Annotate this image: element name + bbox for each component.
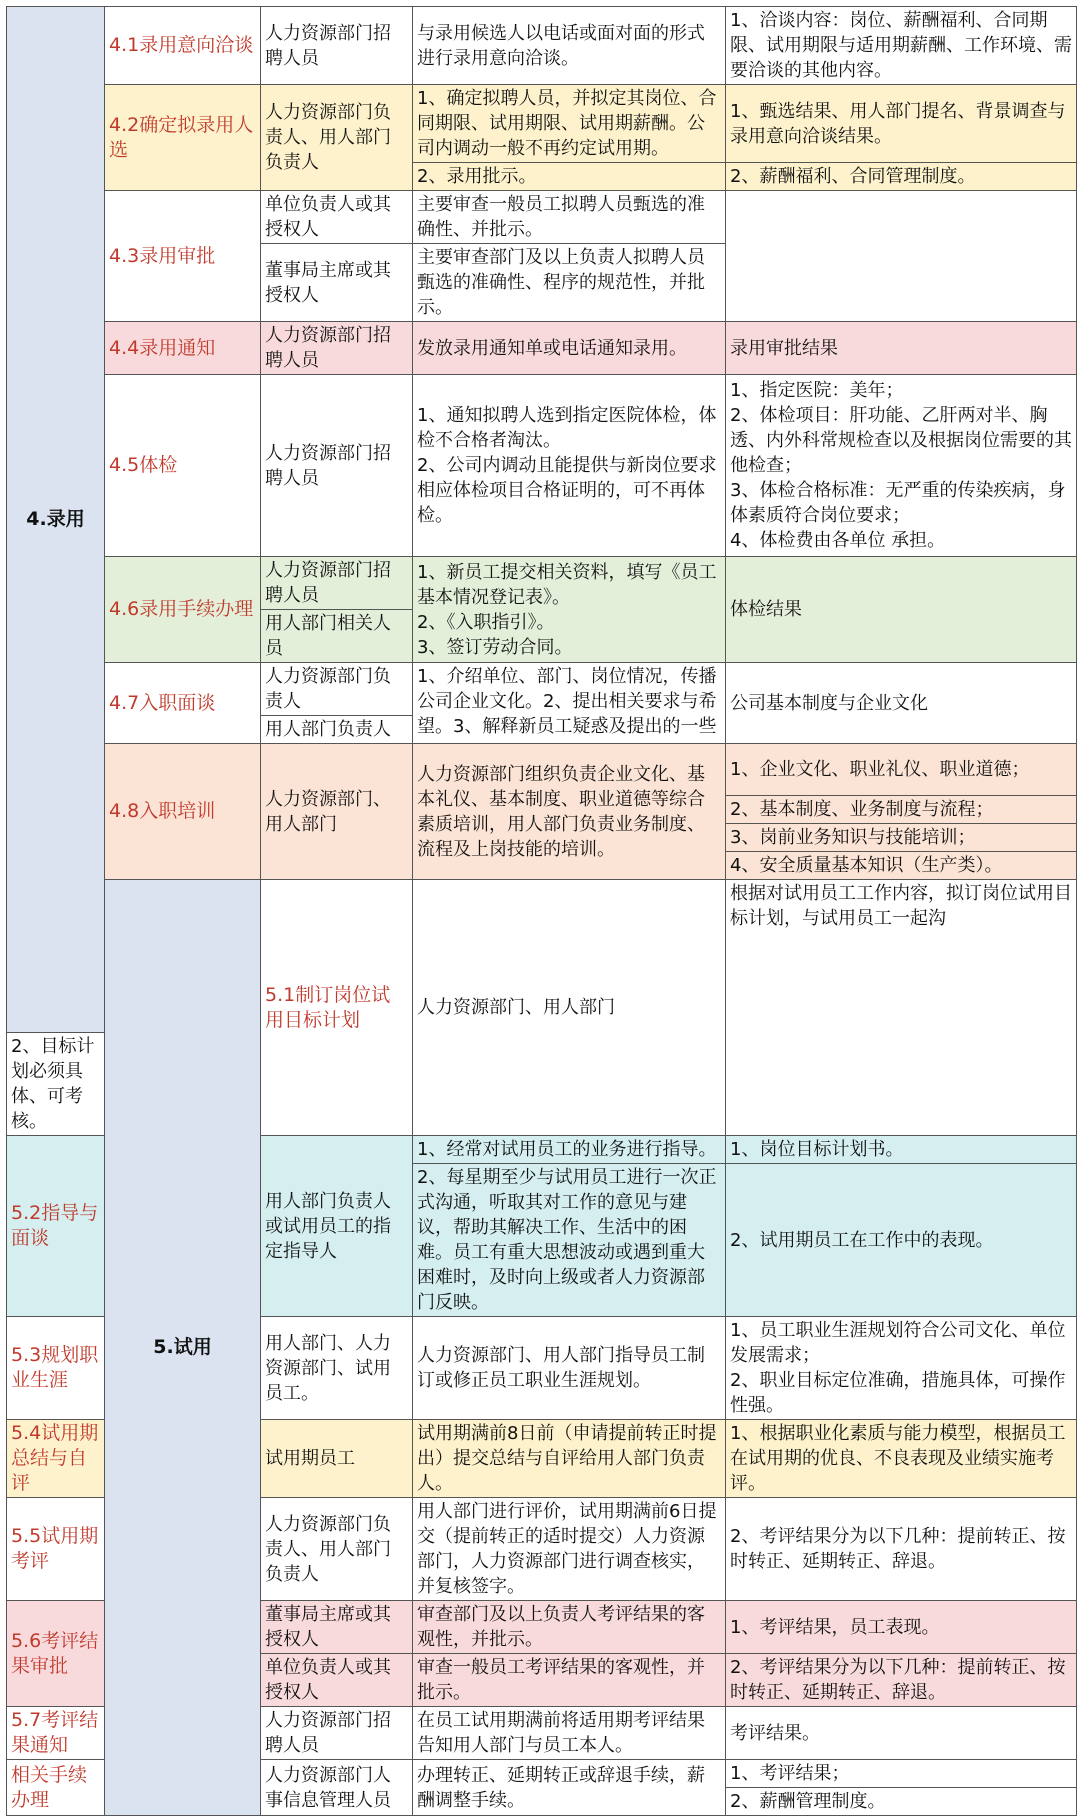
activity-cell: 试用期满前8日前（申请提前转正时提出）提交总结与自评给用人部门负责人。 — [413, 1420, 726, 1498]
activity-cell: 主要审查一般员工拟聘人员甄选的准确性、并批示。 — [413, 191, 726, 244]
reference-cell: 公司基本制度与企业文化 — [726, 663, 1077, 744]
reference-cell: 1、考评结果，员工表现。 — [726, 1601, 1077, 1654]
reference-cell: 2、试用期员工在工作中的表现。 — [726, 1164, 1077, 1317]
activity-cell: 在员工试用期满前将适用期考评结果告知用人部门与员工本人。 — [413, 1707, 726, 1760]
reference-cell: 2、目标计划必须具体、可考核。 — [7, 1033, 105, 1136]
reference-cell: 3、岗前业务知识与技能培训； — [726, 824, 1077, 852]
step-label: 4.7入职面谈 — [105, 663, 261, 744]
activity-cell: 审查部门及以上负责人考评结果的客观性，并批示。 — [413, 1601, 726, 1654]
reference-line: 2、职业目标定位准确，措施具体，可操作性强。 — [730, 1370, 1066, 1416]
reference-cell: 考评结果。 — [726, 1707, 1077, 1760]
responsible-cell: 人力资源部门招聘人员 — [261, 375, 413, 557]
reference-cell — [726, 191, 1077, 322]
activity-cell: 用人部门进行评价，试用期满前6日提交（提前转正的适时提交）人力资源部门，人力资源部门进行调查核实，并复核签字。 — [413, 1498, 726, 1601]
reference-line: 1、指定医院：美年； — [730, 380, 904, 401]
step-label: 5.5试用期考评 — [7, 1498, 105, 1601]
step-label: 5.7考评结果通知 — [7, 1707, 105, 1760]
step-label: 5.4试用期总结与自评 — [7, 1420, 105, 1498]
step-label: 5.2指导与面谈 — [7, 1136, 105, 1317]
process-table — [6, 6, 1077, 1816]
responsible-cell: 人力资源部门招聘人员 — [261, 322, 413, 375]
responsible-cell: 董事局主席或其授权人 — [261, 1601, 413, 1654]
activity-cell: 2、录用批示。 — [413, 163, 726, 191]
step-label: 5.3规划职业生涯 — [7, 1317, 105, 1420]
step-label: 4.8入职培训 — [105, 744, 261, 880]
responsible-cell: 用人部门负责人或试用员工的指定指导人 — [261, 1136, 413, 1317]
step-label: 5.1制订岗位试用目标计划 — [261, 880, 413, 1136]
reference-cell: 2、考评结果分为以下几种：提前转正、按时转正、延期转正、辞退。 — [726, 1498, 1077, 1601]
step-label: 4.3录用审批 — [105, 191, 261, 322]
responsible-cell: 单位负责人或其授权人 — [261, 191, 413, 244]
reference-cell: 1、岗位目标计划书。 — [726, 1136, 1077, 1164]
responsible-cell: 人力资源部门招聘人员 — [261, 7, 413, 85]
responsible-cell: 人力资源部门负责人 — [261, 663, 413, 716]
reference-cell — [726, 375, 1077, 557]
reference-line: 4、体检费由各单位 承担。 — [730, 530, 946, 551]
activity-cell: 办理转正、延期转正或辞退手续，薪酬调整手续。 — [413, 1760, 726, 1816]
activity-line: 3、签订劳动合同。 — [417, 636, 573, 658]
activity-cell — [413, 557, 726, 663]
activity-line: 2、《入职指引》。 — [417, 611, 555, 633]
activity-cell: 人力资源部门组织负责企业文化、基本礼仪、基本制度、职业道德等综合素质培训，用人部门负责业务制度、流程及上岗技能的培训。 — [413, 744, 726, 880]
activity-line: 1、新员工提交相关资料，填写《员工基本情况登记表》。 — [417, 561, 717, 608]
responsible-cell: 单位负责人或其授权人 — [261, 1654, 413, 1707]
reference-cell: 2、薪酬福利、合同管理制度。 — [726, 163, 1077, 191]
activity-cell: 1、经常对试用员工的业务进行指导。 — [413, 1136, 726, 1164]
reference-cell: 录用审批结果 — [726, 322, 1077, 375]
activity-cell: 与录用候选人以电话或面对面的形式进行录用意向洽谈。 — [413, 7, 726, 85]
activity-cell: 1、介绍单位、部门、岗位情况，传播公司企业文化。2、提出相关要求与希望。3、解释新员工疑惑及提出的一些 — [413, 663, 726, 744]
activity-cell: 审查一般员工考评结果的客观性，并批示。 — [413, 1654, 726, 1707]
step-label: 4.1录用意向洽谈 — [105, 7, 261, 85]
activity-cell: 发放录用通知单或电话通知录用。 — [413, 322, 726, 375]
responsible-cell: 人力资源部门招聘人员 — [261, 557, 413, 610]
section-label: 4.录用 — [7, 7, 105, 1033]
activity-line: 2、公司内调动且能提供与新岗位要求相应体检项目合格证明的，可不再体检。 — [417, 455, 717, 526]
activity-cell: 根据对试用员工工作内容，拟订岗位试用目标计划，与试用员工一起沟 — [726, 880, 1077, 1136]
reference-cell: 2、薪酬管理制度。 — [726, 1788, 1077, 1816]
step-label: 4.2确定拟录用人选 — [105, 85, 261, 191]
step-label: 4.5体检 — [105, 375, 261, 557]
step-label: 相关手续办理 — [7, 1760, 105, 1816]
activity-cell: 主要审查部门及以上负责人拟聘人员甄选的准确性、程序的规范性，并批示。 — [413, 244, 726, 322]
reference-line: 1、员工职业生涯规划符合公司文化、单位发展需求； — [730, 1320, 1066, 1366]
responsible-cell: 用人部门相关人员 — [261, 610, 413, 663]
responsible-cell: 人力资源部门人事信息管理人员 — [261, 1760, 413, 1816]
activity-cell: 2、每星期至少与试用员工进行一次正式沟通，听取其对工作的意见与建议，帮助其解决工作、生活中的困难。员工有重大思想波动或遇到重大困难时，及时向上级或者人力资源部门反映。 — [413, 1164, 726, 1317]
activity-line: 1、通知拟聘人选到指定医院体检，体检不合格者淘汰。 — [417, 405, 717, 451]
reference-cell: 1、企业文化、职业礼仪、职业道德； — [726, 744, 1077, 796]
step-label: 5.6考评结果审批 — [7, 1601, 105, 1707]
reference-cell: 1、洽谈内容：岗位、薪酬福利、合同期限、试用期限与适用期薪酬、工作环境、需要洽谈的其他内容。 — [726, 7, 1077, 85]
responsible-cell: 人力资源部门、用人部门 — [413, 880, 726, 1136]
reference-cell — [726, 1317, 1077, 1420]
step-label: 4.6录用手续办理 — [105, 557, 261, 663]
responsible-cell: 人力资源部门负责人、用人部门负责人 — [261, 85, 413, 191]
reference-cell: 1、甄选结果、用人部门提名、背景调查与录用意向洽谈结果。 — [726, 85, 1077, 163]
activity-cell: 1、确定拟聘人员，并拟定其岗位、合同期限、试用期限、试用期薪酬。公司内调动一般不再约定试用期。 — [413, 85, 726, 163]
responsible-cell: 试用期员工 — [261, 1420, 413, 1498]
responsible-cell: 用人部门负责人 — [261, 716, 413, 744]
reference-cell: 2、考评结果分为以下几种：提前转正、按时转正、延期转正、辞退。 — [726, 1654, 1077, 1707]
responsible-cell: 人力资源部门负责人、用人部门负责人 — [261, 1498, 413, 1601]
responsible-cell: 人力资源部门、用人部门 — [261, 744, 413, 880]
reference-line: 3、体检合格标准：无严重的传染疾病，身体素质符合岗位要求； — [730, 480, 1066, 526]
responsible-cell: 用人部门、人力资源部门、试用员工。 — [261, 1317, 413, 1420]
reference-cell: 体检结果 — [726, 557, 1077, 663]
responsible-cell: 人力资源部门招聘人员 — [261, 1707, 413, 1760]
responsible-cell: 董事局主席或其授权人 — [261, 244, 413, 322]
section-label: 5.试用 — [105, 880, 261, 1816]
step-label: 4.4录用通知 — [105, 322, 261, 375]
reference-cell: 1、根据职业化素质与能力模型，根据员工在试用期的优良、不良表现及业绩实施考评。 — [726, 1420, 1077, 1498]
reference-cell: 1、考评结果； — [726, 1760, 1077, 1788]
reference-cell: 4、安全质量基本知识（生产类）。 — [726, 852, 1077, 880]
reference-line: 2、体检项目：肝功能、乙肝两对半、胸透、内外科常规检查以及根据岗位需要的其他检查； — [730, 405, 1072, 476]
reference-cell: 2、基本制度、业务制度与流程； — [726, 796, 1077, 824]
activity-cell: 人力资源部门、用人部门指导员工制订或修正员工职业生涯规划。 — [413, 1317, 726, 1420]
activity-cell — [413, 375, 726, 557]
